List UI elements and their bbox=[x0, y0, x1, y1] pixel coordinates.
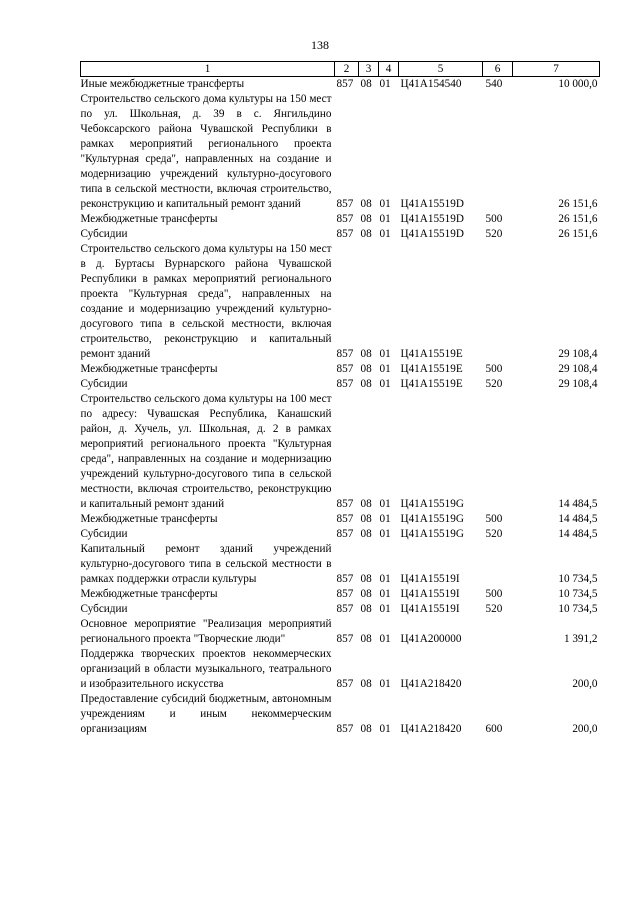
row-sum: 26 151,6 bbox=[558, 228, 598, 240]
row-csr: Ц41А15519G bbox=[400, 498, 464, 510]
page-number: 138 bbox=[311, 38, 329, 52]
row-ved: 857 bbox=[336, 528, 354, 540]
row-vr: 520 bbox=[485, 378, 503, 390]
row-sum: 200,0 bbox=[572, 723, 598, 735]
row-pr: 01 bbox=[379, 378, 391, 390]
header-col-7: 7 bbox=[513, 62, 600, 77]
row-sum: 14 484,5 bbox=[558, 513, 598, 525]
row-vr bbox=[483, 242, 513, 362]
row-ved: 857 bbox=[336, 573, 354, 585]
row-sum: 29 108,4 bbox=[558, 378, 598, 390]
header-col-5: 5 bbox=[399, 62, 483, 77]
row-vr: 500 bbox=[485, 213, 503, 225]
row-pr: 01 bbox=[379, 573, 391, 585]
row-ved: 857 bbox=[336, 378, 354, 390]
row-vr: 520 bbox=[485, 528, 503, 540]
row-csr: Ц41А200000 bbox=[400, 633, 462, 645]
table-row bbox=[81, 377, 600, 392]
row-csr: Ц41А15519I bbox=[400, 588, 460, 600]
row-rz: 08 bbox=[360, 528, 372, 540]
budget-table bbox=[80, 61, 600, 737]
row-ved: 857 bbox=[336, 348, 354, 360]
row-name: Субсидии bbox=[80, 228, 128, 240]
row-pr: 01 bbox=[379, 723, 391, 735]
table-row bbox=[81, 527, 600, 542]
row-rz: 08 bbox=[360, 723, 372, 735]
row-rz: 08 bbox=[360, 363, 372, 375]
row-name: Строительство сельского дома культуры на 150 мест по ул. Школьная, д. 39 в с. Янгильдино Чебоксарского района Чувашской Республики в рамках мероприятий регионального проекта "Культурная среда", направленных на создание и модернизацию учреждений культурно-досугового типа в сельской местности, включая строительство, реконструкцию и капитальный ремонт зданий bbox=[80, 93, 332, 210]
row-rz: 08 bbox=[360, 573, 372, 585]
row-vr: 500 bbox=[485, 588, 503, 600]
row-csr: Ц41А15519D bbox=[400, 213, 464, 225]
row-csr: Ц41А15519E bbox=[400, 363, 463, 375]
row-vr bbox=[483, 92, 513, 212]
header-col-2: 2 bbox=[335, 62, 359, 77]
row-rz: 08 bbox=[360, 378, 372, 390]
row-ved: 857 bbox=[336, 588, 354, 600]
row-name: Предоставление субсидий бюджетным, автономным учреждениям и иным некоммерческим организациям bbox=[80, 693, 332, 735]
table-row bbox=[81, 647, 600, 692]
row-rz: 08 bbox=[360, 498, 372, 510]
row-rz: 08 bbox=[360, 198, 372, 210]
table-row bbox=[81, 392, 600, 512]
header-col-4: 4 bbox=[379, 62, 399, 77]
row-name: Строительство сельского дома культуры на 150 мест в д. Буртасы Вурнарского района Чувашской Республики в рамках мероприятий регионального проекта "Культурная среда", направленных на создание и модернизацию учреждений культурно-досугового типа в сельской местности, включая строительство, реконструкцию и капитальный ремонт зданий bbox=[80, 243, 332, 360]
row-name: Строительство сельского дома культуры на 100 мест по адресу: Чувашская Республика, Канашский район, д. Хучель, ул. Школьная, д. 2 в рамках мероприятий регионального проекта "Культурная среда", направленных на создание и модернизацию учреждений культурно-досугового типа в сельской местности, включая строительство, реконструкцию и капитальный ремонт зданий bbox=[80, 393, 332, 510]
row-ved: 857 bbox=[336, 363, 354, 375]
row-pr: 01 bbox=[379, 528, 391, 540]
row-vr: 500 bbox=[485, 513, 503, 525]
row-vr: 520 bbox=[485, 228, 503, 240]
row-sum: 1 391,2 bbox=[563, 633, 598, 645]
row-pr: 01 bbox=[379, 498, 391, 510]
table-row bbox=[81, 242, 600, 362]
row-csr: Ц41А218420 bbox=[400, 723, 462, 735]
row-rz: 08 bbox=[360, 633, 372, 645]
row-csr: Ц41А15519I bbox=[400, 573, 460, 585]
row-ved: 857 bbox=[336, 228, 354, 240]
table-row bbox=[81, 587, 600, 602]
row-sum: 26 151,6 bbox=[558, 198, 598, 210]
row-ved: 857 bbox=[336, 678, 354, 690]
table-row bbox=[81, 212, 600, 227]
table-row bbox=[81, 77, 600, 93]
row-csr: Ц41А15519I bbox=[400, 603, 460, 615]
row-pr: 01 bbox=[379, 678, 391, 690]
row-sum: 200,0 bbox=[572, 678, 598, 690]
table-row bbox=[81, 92, 600, 212]
row-rz: 08 bbox=[360, 678, 372, 690]
row-csr: Ц41А15519D bbox=[400, 228, 464, 240]
row-ved: 857 bbox=[336, 633, 354, 645]
row-sum: 10 734,5 bbox=[558, 603, 598, 615]
row-pr: 01 bbox=[379, 633, 391, 645]
row-name: Межбюджетные трансферты bbox=[80, 363, 218, 375]
row-csr: Ц41А15519G bbox=[400, 528, 464, 540]
row-rz: 08 bbox=[360, 603, 372, 615]
row-name: Иные межбюджетные трансферты bbox=[80, 78, 245, 90]
row-ved: 857 bbox=[336, 513, 354, 525]
row-name: Межбюджетные трансферты bbox=[80, 513, 218, 525]
row-csr: Ц41А15519E bbox=[400, 378, 463, 390]
row-name: Субсидии bbox=[80, 528, 128, 540]
table-row bbox=[81, 542, 600, 587]
row-pr: 01 bbox=[379, 513, 391, 525]
row-name: Субсидии bbox=[80, 603, 128, 615]
row-sum: 14 484,5 bbox=[558, 498, 598, 510]
row-sum: 10 734,5 bbox=[558, 573, 598, 585]
row-pr: 01 bbox=[379, 588, 391, 600]
row-rz: 08 bbox=[360, 348, 372, 360]
row-csr: Ц41А15519G bbox=[400, 513, 464, 525]
row-ved: 857 bbox=[336, 213, 354, 225]
row-csr: Ц41А218420 bbox=[400, 678, 462, 690]
row-pr: 01 bbox=[379, 228, 391, 240]
row-ved: 857 bbox=[336, 603, 354, 615]
row-rz: 08 bbox=[360, 513, 372, 525]
row-sum: 29 108,4 bbox=[558, 348, 598, 360]
table-header-row bbox=[81, 62, 600, 77]
row-sum: 10 734,5 bbox=[558, 588, 598, 600]
header-col-1: 1 bbox=[81, 62, 335, 77]
row-pr: 01 bbox=[379, 213, 391, 225]
row-ved: 857 bbox=[336, 498, 354, 510]
row-pr: 01 bbox=[379, 348, 391, 360]
table-row bbox=[81, 617, 600, 647]
header-col-6: 6 bbox=[483, 62, 513, 77]
row-name: Поддержка творческих проектов некоммерческих организаций в области музыкального, театрального и изобразительного искусства bbox=[80, 648, 332, 690]
row-pr: 01 bbox=[379, 603, 391, 615]
row-pr: 01 bbox=[379, 78, 391, 90]
row-csr: Ц41А15519E bbox=[400, 348, 463, 360]
row-rz: 08 bbox=[360, 588, 372, 600]
row-vr: 540 bbox=[485, 78, 503, 90]
header-col-3: 3 bbox=[359, 62, 379, 77]
row-name: Межбюджетные трансферты bbox=[80, 213, 218, 225]
row-csr: Ц41А15519D bbox=[400, 198, 464, 210]
row-vr bbox=[483, 392, 513, 512]
table-row bbox=[81, 602, 600, 617]
row-rz: 08 bbox=[360, 213, 372, 225]
table-row bbox=[81, 692, 600, 737]
table-row bbox=[81, 512, 600, 527]
row-vr: 600 bbox=[485, 723, 503, 735]
table-row bbox=[81, 362, 600, 377]
row-rz: 08 bbox=[360, 228, 372, 240]
row-ved: 857 bbox=[336, 723, 354, 735]
row-ved: 857 bbox=[336, 78, 354, 90]
row-sum: 26 151,6 bbox=[558, 213, 598, 225]
row-vr: 520 bbox=[485, 603, 503, 615]
row-csr: Ц41А154540 bbox=[400, 78, 462, 90]
row-vr bbox=[483, 647, 513, 692]
row-pr: 01 bbox=[379, 363, 391, 375]
row-name: Субсидии bbox=[80, 378, 128, 390]
row-vr: 500 bbox=[485, 363, 503, 375]
row-name: Капитальный ремонт зданий учреждений культурно-досугового типа в сельской местности в рамках поддержки отрасли культуры bbox=[80, 543, 332, 585]
row-vr bbox=[483, 617, 513, 647]
row-name: Межбюджетные трансферты bbox=[80, 588, 218, 600]
row-pr: 01 bbox=[379, 198, 391, 210]
row-sum: 10 000,0 bbox=[558, 78, 598, 90]
row-ved: 857 bbox=[336, 198, 354, 210]
row-sum: 29 108,4 bbox=[558, 363, 598, 375]
row-sum: 14 484,5 bbox=[558, 528, 598, 540]
table-row bbox=[81, 227, 600, 242]
row-vr bbox=[483, 542, 513, 587]
row-rz: 08 bbox=[360, 78, 372, 90]
row-name: Основное мероприятие "Реализация мероприятий регионального проекта "Творческие люди" bbox=[80, 618, 332, 645]
